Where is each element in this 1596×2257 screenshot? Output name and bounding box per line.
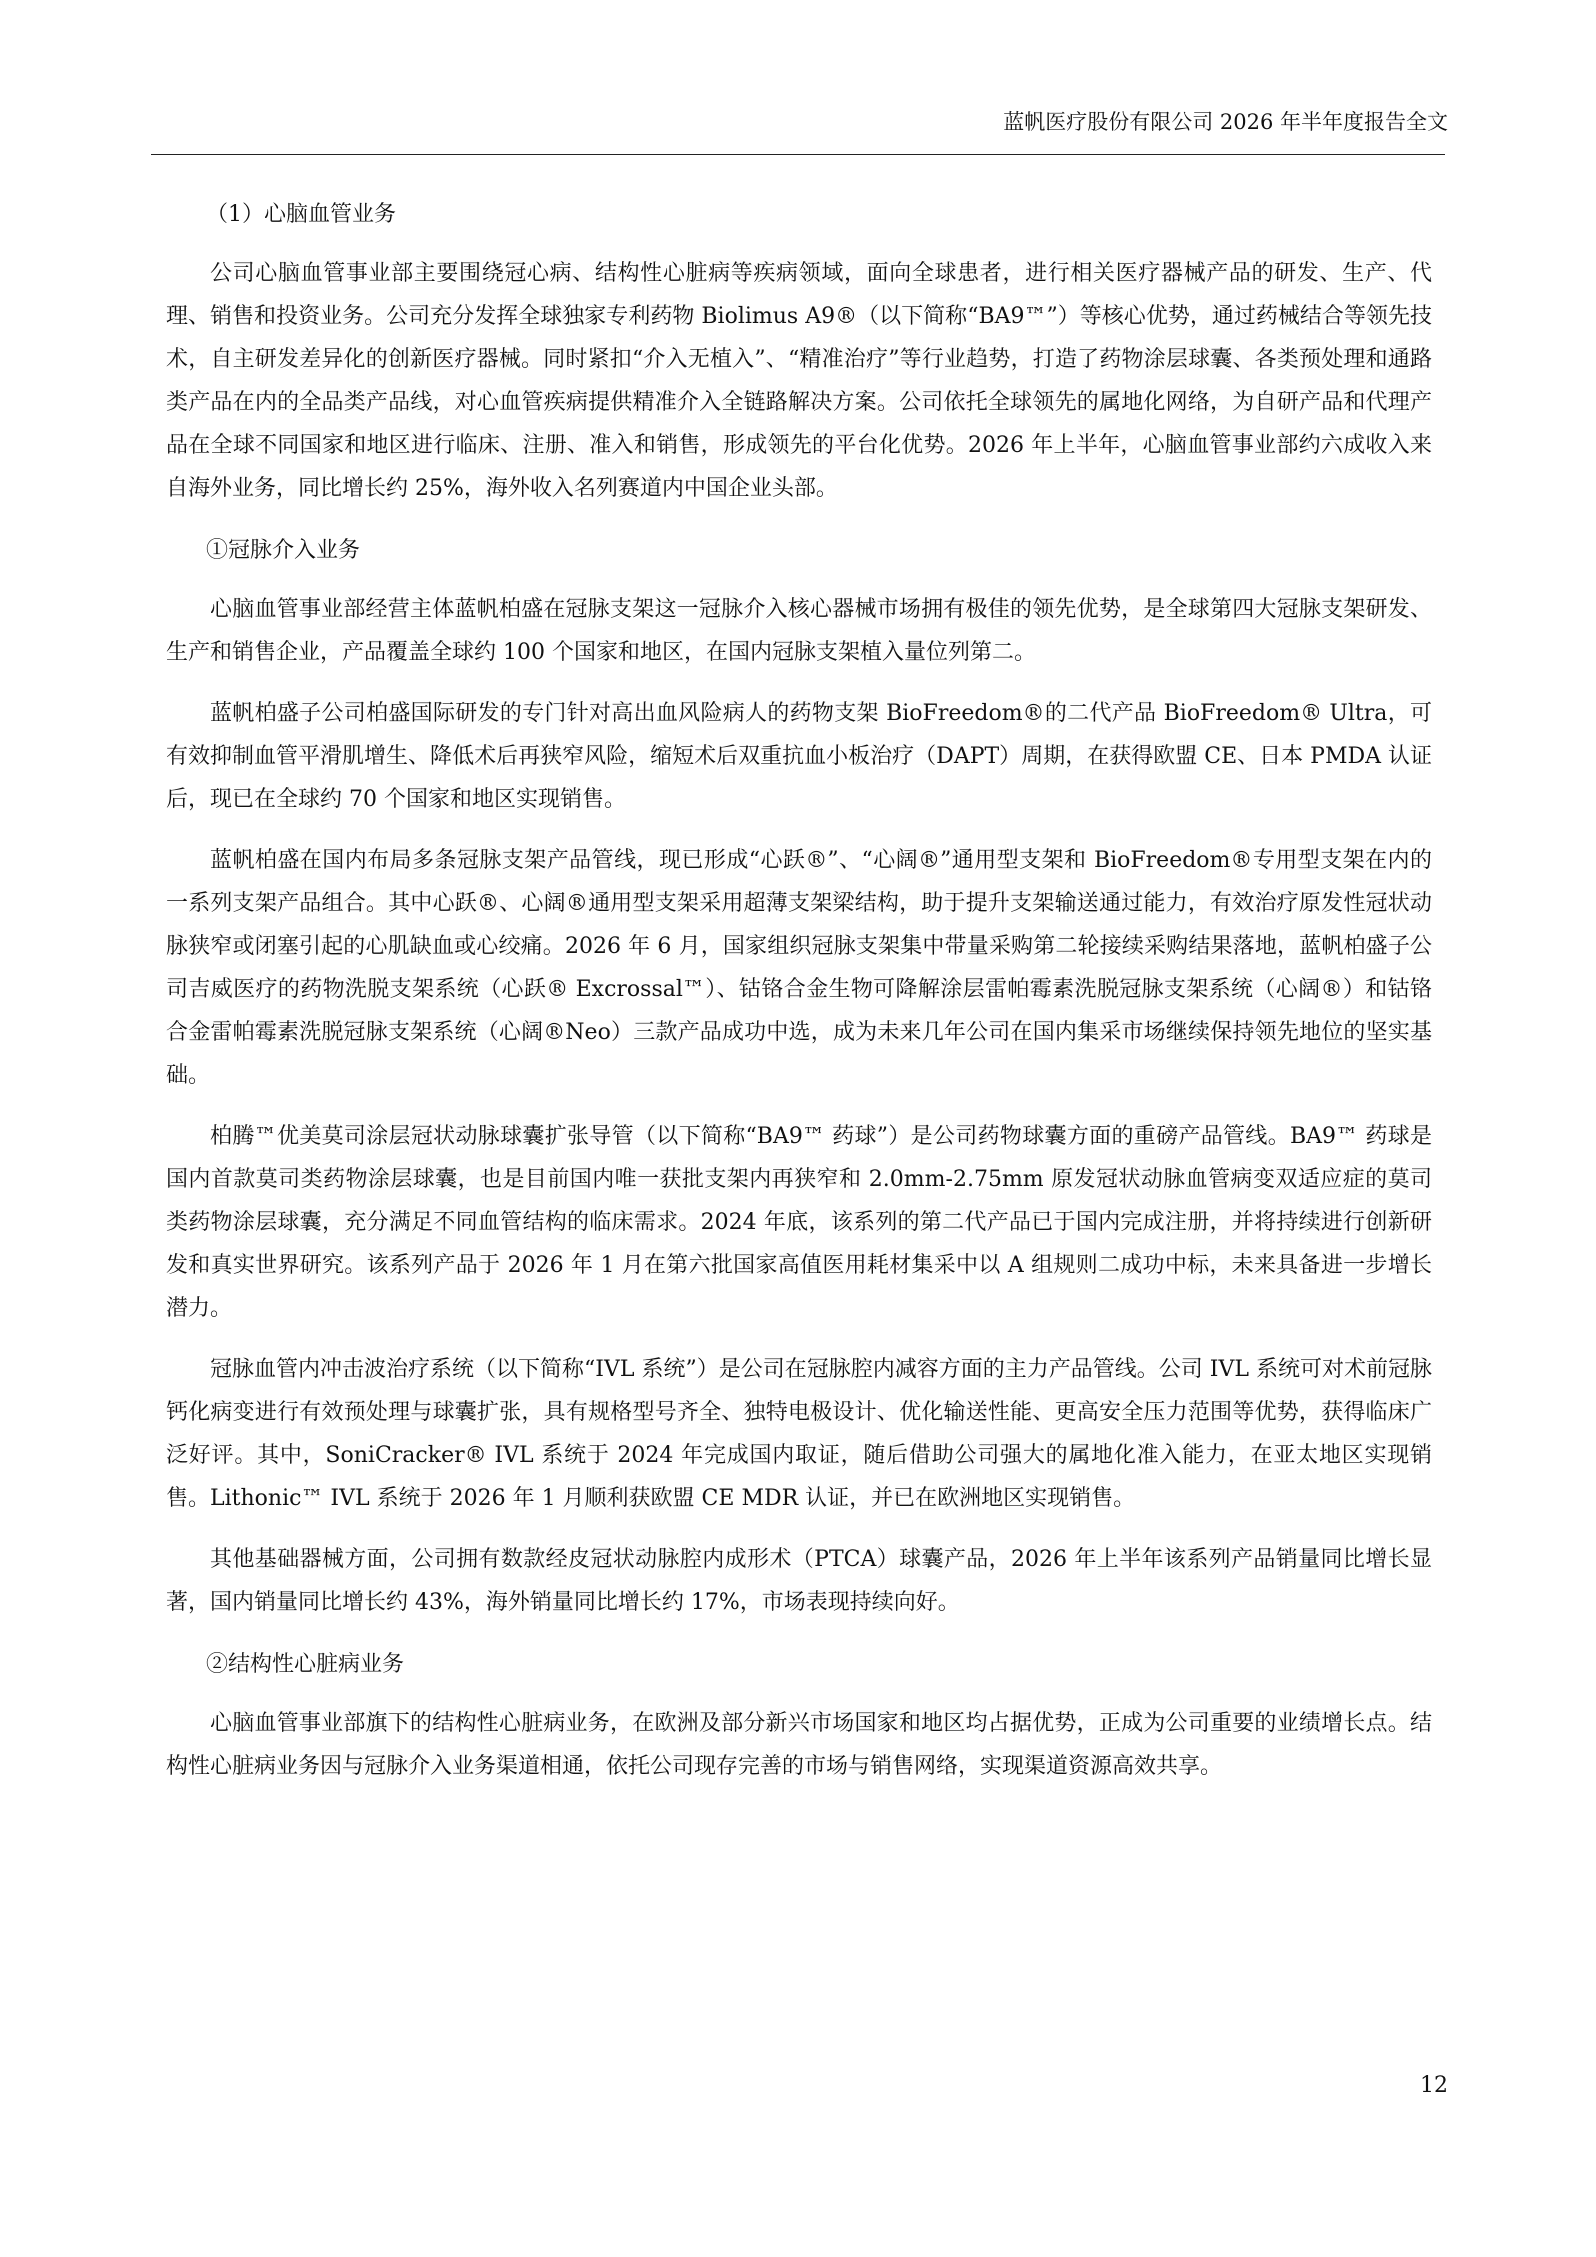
paragraph: 蓝帆柏盛在国内布局多条冠脉支架产品管线，现已形成“心跃®”、“心阔®”通用型支架和 BioFreedom®专用型支架在内的一系列支架产品组合。其中心跃®、心阔®通用型支架采用超薄支架梁结构，助于提升支架输送通过能力，有效治疗原发性冠状动脉狭窄或闭塞引起的心肌缺血或心绞痛。2026 年 6 月，国家组织冠脉支架集中带量采购第二轮接续采购结果落地，蓝帆柏盛子公司吉威医疗的药物洗脱支架系统（心跃® Excrossal™）、钴铬合金生物可降解涂层雷帕霉素洗脱冠脉支架系统（心阔®）和钴铬合金雷帕霉素洗脱冠脉支架系统（心阔®Neo）三款产品成功中选，成为未来几年公司在国内集采市场继续保持领先地位的坚实基础。	[166, 848, 1432, 1088]
paragraph: 心脑血管事业部经营主体蓝帆柏盛在冠脉支架这一冠脉介入核心器械市场拥有极佳的领先优势，是全球第四大冠脉支架研发、生产和销售企业，产品覆盖全球约 100 个国家和地区，在国内冠脉支架植入量位列第二。	[166, 597, 1432, 665]
paragraph: 其他基础器械方面，公司拥有数款经皮冠状动脉腔内成形术（PTCA）球囊产品，2026 年上半年该系列产品销量同比增长显著，国内销量同比增长约 43%，海外销量同比增长约 17%，市场表现持续向好。	[166, 1547, 1432, 1615]
section-heading-cardio: （1）心脑血管业务	[206, 202, 396, 227]
paragraph: 蓝帆柏盛子公司柏盛国际研发的专门针对高出血风险病人的药物支架 BioFreedom®的二代产品 BioFreedom® Ultra，可有效抑制血管平滑肌增生、降低术后再狭窄风险，缩短术后双重抗血小板治疗（DAPT）周期，在获得欧盟 CE、日本 PMDA 认证后，现已在全球约 70 个国家和地区实现销售。	[166, 701, 1432, 812]
paragraph: 柏腾™优美莫司涂层冠状动脉球囊扩张导管（以下简称“BA9™ 药球”）是公司药物球囊方面的重磅产品管线。BA9™ 药球是国内首款莫司类药物涂层球囊，也是目前国内唯一获批支架内再狭窄和 2.0mm-2.75mm 原发冠状动脉血管病变双适应症的莫司类药物涂层球囊，充分满足不同血管结构的临床需求。2024 年底，该系列的第二代产品已于国内完成注册，并将持续进行创新研发和真实世界研究。该系列产品于 2026 年 1 月在第六批国家高值医用耗材集采中以 A 组规则二成功中标，未来具备进一步增长潜力。	[166, 1124, 1432, 1321]
page-number: 12	[1420, 2073, 1448, 2098]
paragraph: 心脑血管事业部旗下的结构性心脏病业务，在欧洲及部分新兴市场国家和地区均占据优势，正成为公司重要的业绩增长点。结构性心脏病业务因与冠脉介入业务渠道相通，依托公司现存完善的市场与销售网络，实现渠道资源高效共享。	[166, 1711, 1432, 1779]
subsection-heading-structural: ②结构性心脏病业务	[206, 1652, 405, 1677]
running-header: 蓝帆医疗股份有限公司 2026 年半年度报告全文	[1003, 110, 1448, 134]
header-divider	[151, 154, 1445, 155]
subsection-heading-coronary: ①冠脉介入业务	[206, 538, 361, 563]
paragraph: 公司心脑血管事业部主要围绕冠心病、结构性心脏病等疾病领域，面向全球患者，进行相关医疗器械产品的研发、生产、代理、销售和投资业务。公司充分发挥全球独家专利药物 Biolimus A9®（以下简称“BA9™”）等核心优势，通过药械结合等领先技术，自主研发差异化的创新医疗器械。同时紧扣“介入无植入”、“精准治疗”等行业趋势，打造了药物涂层球囊、各类预处理和通路类产品在内的全品类产品线，对心血管疾病提供精准介入全链路解决方案。公司依托全球领先的属地化网络，为自研产品和代理产品在全球不同国家和地区进行临床、注册、准入和销售，形成领先的平台化优势。2026 年上半年，心脑血管事业部约六成收入来自海外业务，同比增长约 25%，海外收入名列赛道内中国企业头部。	[166, 261, 1432, 501]
paragraph: 冠脉血管内冲击波治疗系统（以下简称“IVL 系统”）是公司在冠脉腔内减容方面的主力产品管线。公司 IVL 系统可对术前冠脉钙化病变进行有效预处理与球囊扩张，具有规格型号齐全、独特电极设计、优化输送性能、更高安全压力范围等优势，获得临床广泛好评。其中，SoniCracker® IVL 系统于 2024 年完成国内取证，随后借助公司强大的属地化准入能力，在亚太地区实现销售。Lithonic™ IVL 系统于 2026 年 1 月顺利获欧盟 CE MDR 认证，并已在欧洲地区实现销售。	[166, 1357, 1432, 1511]
body-content	[166, 192, 1432, 1788]
